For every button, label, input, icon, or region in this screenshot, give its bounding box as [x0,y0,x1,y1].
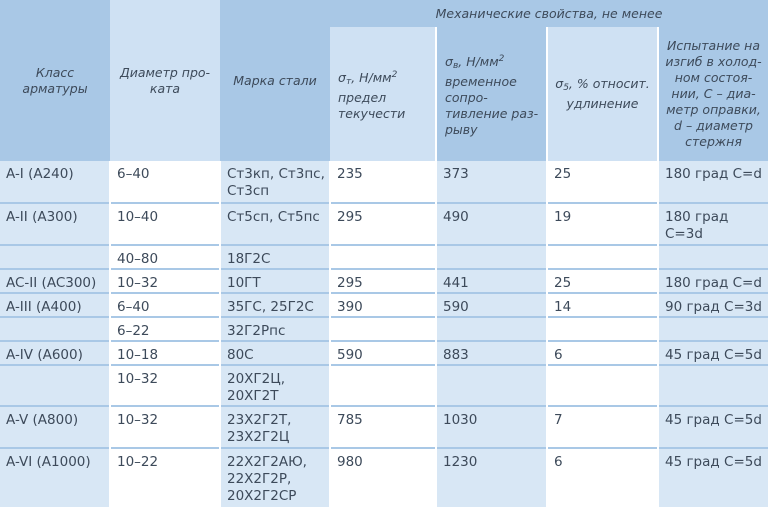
cell-tensile: 1030 [436,406,547,448]
cell-elongation: 25 [547,269,658,293]
cell-elongation [547,317,658,341]
table-row [0,161,768,203]
header-bend-test [658,27,768,161]
header-diameter-text: Диаметр про-ката [119,64,211,96]
cell-bend: 180 град C=d [658,269,768,293]
cell-bend: 180 град C=3d [658,203,768,245]
cell-steel: 80С [220,341,330,365]
header-steel-text: Марка стали [233,72,317,88]
cell-yield [330,365,436,406]
cell-steel: 23Х2Г2Т, 23Х2Г2Ц [220,406,330,448]
cell-diameter: 6–40 [110,293,220,317]
cell-bend [658,317,768,341]
cell-class: AC-II (AC300) [0,269,110,293]
cell-tensile: 1230 [436,448,547,507]
tensile-sup: 2 [498,53,505,64]
cell-elongation: 6 [547,448,658,507]
cell-yield [330,245,436,269]
table-row [0,269,768,293]
table-row [0,317,768,341]
cell-class: A-V (A800) [0,406,110,448]
cell-tensile: 590 [436,293,547,317]
cell-tensile [436,365,547,406]
header-group-text: Механические свойства, не менее [435,5,663,21]
yield-sup: 2 [391,69,398,80]
tensile-unit: , Н/мм [458,53,499,69]
cell-diameter: 10–32 [110,365,220,406]
cell-class [0,245,110,269]
cell-bend [658,245,768,269]
cell-class: A-IV (A600) [0,341,110,365]
cell-class [0,365,110,406]
header-tensile [436,27,547,161]
cell-class: A-VI (A1000) [0,448,110,507]
header-elongation [547,27,658,161]
elong-desc: , % относит. удлинение [566,76,650,111]
cell-steel: Ст5сп, Ст5пс [220,203,330,245]
cell-elongation: 19 [547,203,658,245]
cell-tensile: 490 [436,203,547,245]
table-row [0,341,768,365]
table-body [0,161,768,507]
cell-class [0,317,110,341]
cell-diameter: 10–40 [110,203,220,245]
cell-diameter: 10–22 [110,448,220,507]
cell-elongation: 6 [547,341,658,365]
header-mechanical-group [330,0,768,27]
bend-desc: Испытание на изгиб в холод-ном состоя-нии, С – диа-метр оправки, d – диаметр стержня [665,38,762,149]
cell-tensile: 883 [436,341,547,365]
tensile-desc: временное сопро-тивление раз-рыву [445,73,539,137]
cell-elongation: 14 [547,293,658,317]
cell-diameter: 40–80 [110,245,220,269]
header-steel [220,0,330,161]
cell-yield: 235 [330,161,436,203]
cell-tensile: 373 [436,161,547,203]
cell-steel: 32Г2Рпс [220,317,330,341]
cell-bend: 45 град C=5d [658,448,768,507]
cell-yield: 295 [330,269,436,293]
cell-tensile [436,317,547,341]
cell-diameter: 6–40 [110,161,220,203]
tensile-sub: в [452,60,459,71]
cell-class: A-III (A400) [0,293,110,317]
table-row [0,245,768,269]
header-diameter [110,0,220,161]
cell-steel: 35ГС, 25Г2С [220,293,330,317]
table-row [0,448,768,507]
cell-yield: 295 [330,203,436,245]
cell-elongation: 7 [547,406,658,448]
cell-yield [330,317,436,341]
cell-class: A-I (A240) [0,161,110,203]
yield-unit: , Н/мм [351,69,392,85]
cell-yield: 390 [330,293,436,317]
header-yield [330,27,436,161]
yield-desc: предел текучести [338,89,406,121]
cell-bend: 45 град C=5d [658,406,768,448]
cell-yield: 980 [330,448,436,507]
header-class [0,0,110,161]
yield-symbol: σ [338,69,346,85]
cell-yield: 785 [330,406,436,448]
table-row [0,365,768,406]
cell-steel: 10ГТ [220,269,330,293]
cell-diameter: 6–22 [110,317,220,341]
cell-tensile: 441 [436,269,547,293]
cell-tensile [436,245,547,269]
cell-yield: 590 [330,341,436,365]
cell-class: A-II (A300) [0,203,110,245]
elong-symbol: σ [555,76,564,91]
cell-steel: Ст3кп, Ст3пс, Ст3сп [220,161,330,203]
cell-elongation [547,365,658,406]
cell-steel: 18Г2С [220,245,330,269]
cell-elongation: 25 [547,161,658,203]
cell-steel: 20ХГ2Ц, 20ХГ2Т [220,365,330,406]
header-class-text: Класс арматуры [22,64,88,96]
table-row [0,203,768,245]
cell-bend: 45 град C=5d [658,341,768,365]
cell-diameter: 10–32 [110,269,220,293]
yield-sub: т [345,76,352,87]
tensile-symbol: σ [445,53,453,69]
table-row [0,406,768,448]
cell-bend: 90 град C=3d [658,293,768,317]
elong-sub: 5 [563,83,569,93]
cell-diameter: 10–18 [110,341,220,365]
cell-bend [658,365,768,406]
table-row [0,293,768,317]
cell-diameter: 10–32 [110,406,220,448]
cell-elongation [547,245,658,269]
cell-bend: 180 град C=d [658,161,768,203]
cell-steel: 22Х2Г2АЮ, 22Х2Г2Р, 20Х2Г2СР [220,448,330,507]
